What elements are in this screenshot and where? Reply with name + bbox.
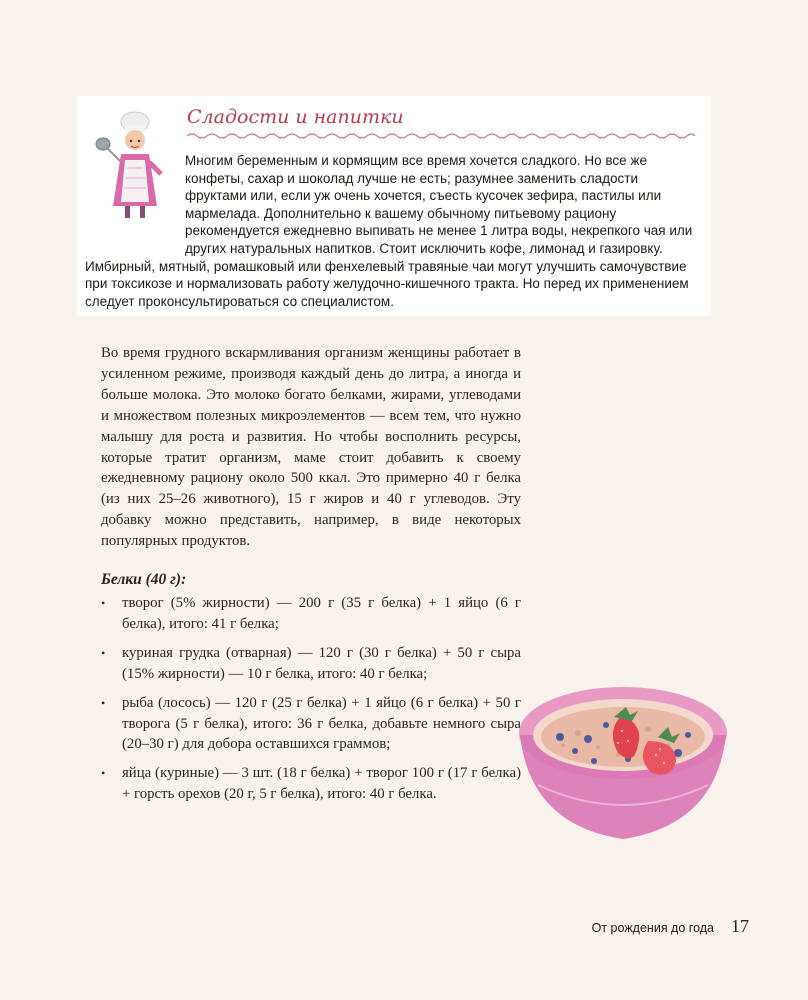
sidebar-box <box>77 96 711 316</box>
sidebar-text: Многим беременным и кормящим все время хочется сладкого. Но все же конфеты, сахар и шоколад лучше не есть; разумнее заменить сладости фруктами или, если уж очень хочется, съесть кусочек зефира, пастилы или мармелада. Дополнительно к вашему обычному питьевому рациону рекомендуется ежедневно выпивать не менее 1 литра воды, некрепкого чая или других натуральных напитков. Стоит исключить кофе, лимонад и газировку. Имбирный, мятный, ромашковый или фенхелевый травяные чаи могут улучшить самочувствие при токсикозе и нормализовать работу желудочно-кишечного тракта. Но перед их применением следует проконсультироваться со специалистом. <box>85 153 693 309</box>
list-item-text: яйца (куриные) — 3 шт. (18 г белка) + творог 100 г (17 г белка) + горсть орехов (20 г, 5 г белка), итого: 40 г белка. <box>122 765 521 803</box>
list-item-text: творог (5% жирности) — 200 г (35 г белка) + 1 яйцо (6 г белка), итого: 41 г белка; <box>122 595 521 632</box>
list-item <box>101 763 521 805</box>
page-number: 17 <box>731 916 749 936</box>
list-item <box>101 643 521 685</box>
sidebar-title: Сладости и напитки <box>187 106 404 128</box>
sidebar-body <box>85 152 703 310</box>
proteins-heading: Белки (40 г): <box>101 571 187 588</box>
bullet-icon: • <box>101 695 106 710</box>
proteins-list <box>101 593 521 813</box>
bullet-icon: • <box>101 766 106 781</box>
main-paragraph-block <box>101 343 521 552</box>
list-item-text: куриная грудка (отварная) — 120 г (30 г белка) + 50 г сыра (15% жирности) — 10 г белка, итого: 40 г белка; <box>122 644 521 682</box>
main-paragraph: Во время грудного вскармливания организм женщины работает в усиленном режиме, производя каждый день до литра, а иногда и больше молока. Это молоко богато белками, жирами, углеводами и множеством полезных микроэлементов — всем тем, что нужно малышу для роста и развития. Но чтобы восполнить ресурсы, которые тратит организм, маме стоит добавить к своему ежедневному рациону около 500 ккал. Это примерно 40 г белка (из них 25–26 животного), 15 г жиров и 40 г углеводов. Эту добавку можно представить, например, в виде некоторых популярных продуктов. <box>101 345 521 550</box>
bullet-icon: • <box>101 645 106 660</box>
bowl-illustration <box>518 675 728 843</box>
wavy-divider <box>187 132 695 140</box>
bullet-icon: • <box>101 596 106 610</box>
list-item-text: рыба (лосось) — 120 г (25 г белка) + 1 яйцо (6 г белка) + 50 г творога (5 г белка), итого: 36 г белка, добавьте немного сыра (20–30 г) для добора оставшихся граммов; <box>122 694 521 753</box>
running-footer: От рождения до года <box>591 921 714 935</box>
list-item <box>101 593 521 635</box>
list-item <box>101 693 521 756</box>
